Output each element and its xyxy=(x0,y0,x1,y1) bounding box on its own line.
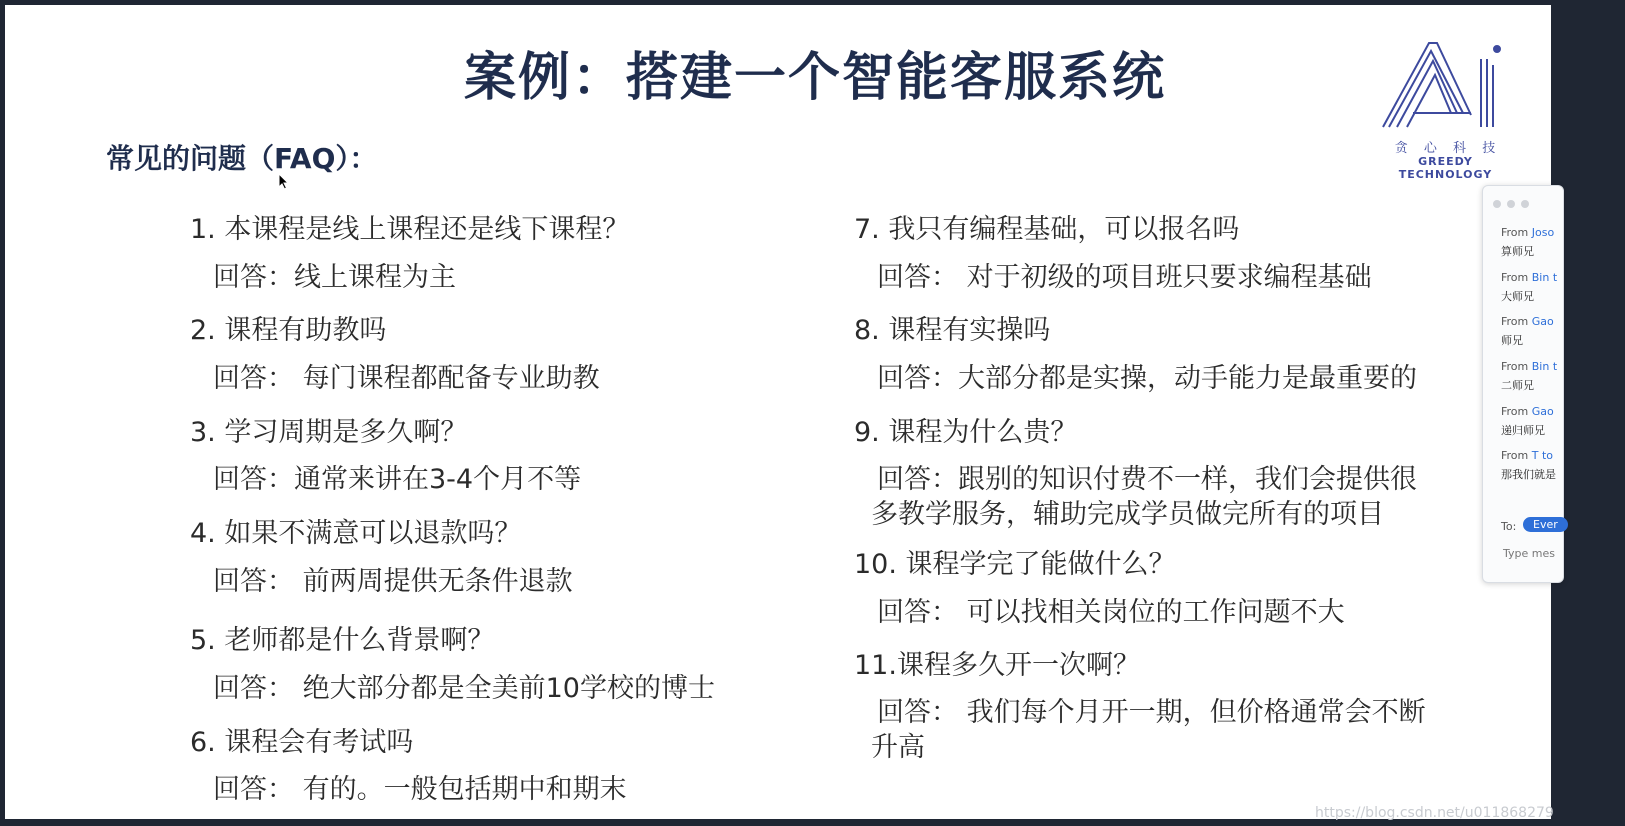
maximize-window-button[interactable] xyxy=(1521,200,1529,208)
chat-recipient-select[interactable]: Ever xyxy=(1523,517,1568,532)
chat-panel[interactable] xyxy=(1482,185,1564,583)
faq-question-4: 4. 如果不满意可以退款吗？ xyxy=(190,518,522,549)
chat-from-label: From xyxy=(1501,271,1529,284)
chat-from-label: From xyxy=(1501,449,1529,462)
faq-answer-9: 回答：跟别的知识付费不一样，我们会提供很 xyxy=(877,464,1417,495)
faq-answer-4: 回答： 前两周提供无条件退款 xyxy=(213,566,573,597)
chat-sender: Bin t xyxy=(1531,360,1558,373)
faq-question-1: 1. 本课程是线上课程还是线下课程？ xyxy=(190,214,630,245)
chat-message xyxy=(1501,405,1554,438)
chat-message-text: 那我们就是 xyxy=(1501,468,1556,481)
chat-message xyxy=(1501,360,1557,393)
chat-message xyxy=(1501,449,1556,482)
chat-sender: Gao xyxy=(1531,405,1554,418)
faq-answer-1: 回答：线上课程为主 xyxy=(213,262,456,293)
faq-answer-10: 回答： 可以找相关岗位的工作问题不大 xyxy=(877,597,1345,628)
faq-question-2: 2. 课程有助教吗 xyxy=(190,315,387,346)
faq-question-10: 10. 课程学完了能做什么？ xyxy=(854,549,1176,580)
chat-message-text: 二师兄 xyxy=(1501,379,1534,392)
mouse-cursor-icon xyxy=(278,173,290,191)
chat-message-text: 大师兄 xyxy=(1501,290,1534,303)
window-controls[interactable] xyxy=(1493,193,1535,212)
faq-heading: 常见的问题（FAQ）： xyxy=(106,142,378,175)
logo-text-cn: 贪 心 科 技 xyxy=(1394,141,1502,156)
chat-from-label: From xyxy=(1501,226,1529,239)
chat-message-text: 师兄 xyxy=(1501,334,1523,347)
logo-text-en: GREEDY TECHNOLOGY xyxy=(1398,155,1493,181)
close-window-button[interactable] xyxy=(1493,200,1501,208)
csdn-watermark: https://blog.csdn.net/u011868279 xyxy=(1315,805,1554,821)
slide-title: 案例：搭建一个智能客服系统 xyxy=(463,48,1166,108)
chat-from-label: From xyxy=(1501,315,1529,328)
chat-message-input[interactable]: Type mes xyxy=(1503,547,1555,560)
chat-from-label: From xyxy=(1501,405,1529,418)
chat-sender: T to xyxy=(1531,449,1554,462)
faq-question-5: 5. 老师都是什么背景啊？ xyxy=(190,625,495,656)
faq-question-6: 6. 课程会有考试吗 xyxy=(190,727,414,758)
faq-question-8: 8. 课程有实操吗 xyxy=(854,315,1051,346)
faq-answer-3: 回答：通常来讲在3-4个月不等 xyxy=(213,464,582,495)
faq-question-7: 7. 我只有编程基础，可以报名吗 xyxy=(854,214,1240,245)
chat-message-text: 递归师兄 xyxy=(1501,424,1545,437)
chat-sender: Gao xyxy=(1531,315,1554,328)
faq-question-9: 9. 课程为什么贵？ xyxy=(854,417,1078,448)
chat-message-text: 算师兄 xyxy=(1501,245,1534,258)
faq-question-3: 3. 学习周期是多久啊？ xyxy=(190,417,468,448)
faq-answer-2: 回答： 每门课程都配备专业助教 xyxy=(213,363,600,394)
faq-answer-9-line-2: 多教学服务，辅助完成学员做完所有的项目 xyxy=(871,499,1384,530)
presentation-slide xyxy=(5,5,1558,821)
chat-sender: Joso xyxy=(1531,226,1555,239)
faq-answer-6: 回答： 有的。一般包括期中和期末 xyxy=(213,774,627,805)
chat-sender: Bin t xyxy=(1531,271,1558,284)
faq-answer-11: 回答： 我们每个月开一期，但价格通常会不断 xyxy=(877,697,1426,728)
minimize-window-button[interactable] xyxy=(1507,200,1515,208)
chat-to-label: To: xyxy=(1501,520,1517,533)
faq-answer-5: 回答： 绝大部分都是全美前10学校的博士 xyxy=(213,673,715,704)
faq-question-11: 11.课程多久开一次啊？ xyxy=(854,650,1140,681)
faq-answer-7: 回答： 对于初级的项目班只要求编程基础 xyxy=(877,262,1372,293)
faq-answer-11-line-2: 升高 xyxy=(871,732,925,763)
chat-message xyxy=(1501,315,1554,348)
chat-from-label: From xyxy=(1501,360,1529,373)
chat-message xyxy=(1501,226,1554,259)
faq-answer-8: 回答：大部分都是实操，动手能力是最重要的 xyxy=(877,363,1417,394)
chat-message xyxy=(1501,271,1557,304)
